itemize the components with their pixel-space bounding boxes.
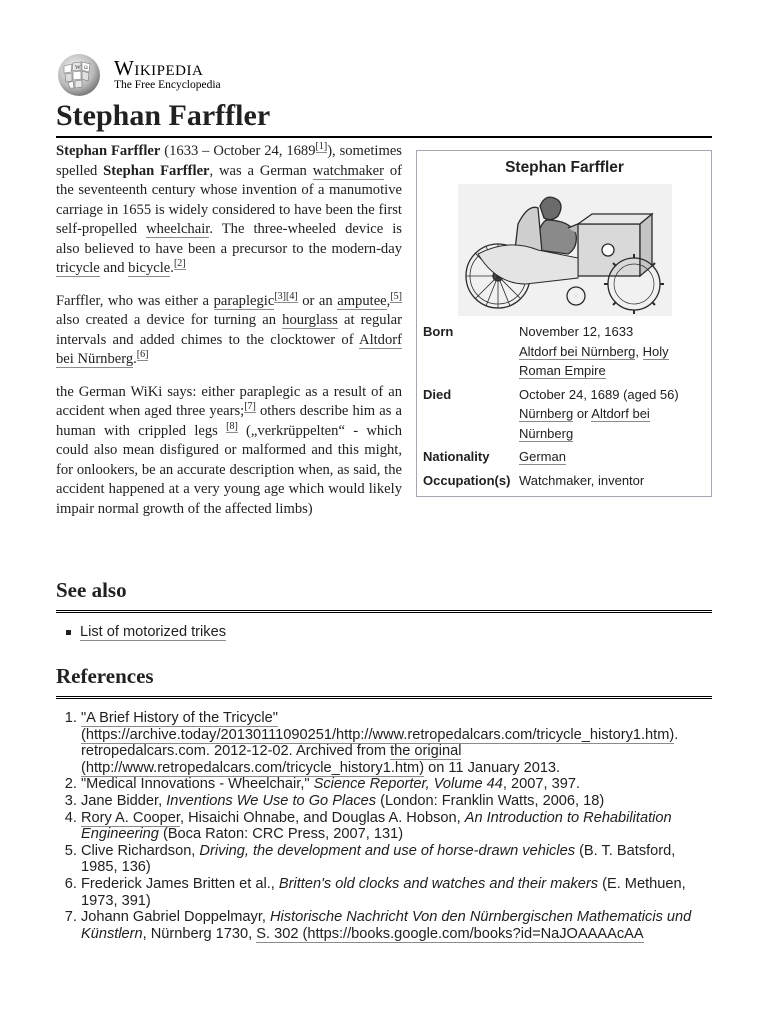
ref-link-6[interactable]: [6] [136,349,149,361]
watchmaker-link[interactable]: watchmaker [312,162,384,179]
tricycle-link[interactable]: tricycle [56,260,100,276]
subject-name-alt: Stephan Farffler [103,162,210,179]
text: , 2007, 397. [502,776,581,793]
infobox-row-died [423,385,706,444]
text: Johann Gabriel Doppelmayr, [81,909,271,926]
text: Inventions We Use to Go Places [166,792,377,809]
text: (E. Methuen, 1973, 391) [81,875,686,909]
text: , [386,292,391,309]
rory-cooper-link[interactable]: Rory A. Cooper [81,809,180,826]
reference-item [81,876,712,909]
see-also-section [56,624,712,641]
occupation-value: Watchmaker, inventor [519,472,645,488]
reference-item [81,710,712,776]
infobox-image[interactable] [458,184,672,316]
page-title: Stephan Farffler [56,96,712,138]
text: . The three-wheeled device is also believed to have been a precursor to the modern-day [56,221,402,257]
reference-item [81,810,712,843]
references-section [56,710,712,942]
born-value [519,322,706,381]
ref-link-4[interactable]: [4] [286,290,298,302]
text: Science Reporter, Volume 44 [313,776,503,793]
amputee-link[interactable]: amputee [337,292,387,309]
text: Farffler, who was either a [56,292,214,309]
text: and [99,260,129,276]
text: (B. T. Batsford, 1985, 136) [81,842,676,876]
text: . [170,260,174,276]
text: An Introduction to Rehabilitation Engineering [81,809,672,843]
text: or an [297,292,338,309]
died-label: Died [423,386,452,402]
paraplegic-link[interactable]: paraplegic [213,292,275,309]
list-item [80,624,712,641]
text: the German WiKi says: either paraplegic as a result of an accident when aged three years; [56,383,402,419]
born-label: Born [423,324,454,339]
ref1-archive-link[interactable]: "A Brief History of the Tricycle" (https://archive.today/20130111090251/http://www.retropedalcars.com/tricycle_history1.htm) [81,710,675,743]
text: Clive Richardson, [81,842,200,859]
text: . retropedalcars.com. 2012-12-02. Archived from [81,726,679,760]
died-date: October 24, 1689 (aged 56) [519,386,679,402]
text: of the seventeenth century whose invention of a manumotive carriage in 1655 is widely considered to have been the first self-propelled [56,162,402,237]
wikipedia-tagline: The Free Encyclopedia [114,79,221,91]
text: (1633 – October 24, 1689 [160,143,316,159]
text: also created a device for turning an [56,312,283,328]
text: , Nürnberg 1730, [142,925,257,942]
ref-link-1[interactable]: [1] [315,141,328,153]
ref-link-2[interactable]: [2] [173,258,186,270]
see-also-heading: See also [56,576,712,613]
text: "Medical Innovations - Wheelchair," [81,776,314,793]
motorized-trikes-link[interactable]: List of motorized trikes [80,624,226,640]
altdorf-link[interactable]: Altdorf bei Nürnberg [56,331,402,367]
infobox-row-nationality [423,447,706,467]
ref-link-7[interactable]: [7] [244,401,256,413]
infobox-row-occupation [423,471,706,491]
reference-item [81,793,712,810]
hourglass-link[interactable]: hourglass [282,312,338,328]
text: at regular intervals and added chimes to the clocktower of [56,312,402,348]
references-heading: References [56,662,712,699]
text: Jane Bidder, [81,792,167,809]
article-body [56,142,712,532]
subject-name: Stephan Farffler [56,143,161,159]
text: , was a German [209,162,313,179]
ref-link-5[interactable]: [5] [390,290,402,302]
globe-icon [56,52,102,98]
text: ), sometimes spelled [56,143,402,179]
infobox-title: Stephan Farffler [505,159,624,176]
wheelchair-link[interactable]: wheelchair [146,221,210,237]
reference-item [81,909,712,942]
text: Historische Nachricht Von den Nürnbergischen Mathematicis und Künstlern [81,909,692,942]
died-altdorf-link[interactable]: Altdorf bei Nürnberg [519,406,650,441]
born-separator: , [635,343,643,359]
born-place-link[interactable]: Altdorf bei Nürnberg [519,343,636,359]
died-value [519,385,706,444]
born-date: November 12, 1633 [519,324,634,339]
reference-item [81,776,712,793]
text: , Hisaichi Ohnabe, and Douglas A. Hobson, [179,809,465,826]
nationality-label: Nationality [423,449,490,464]
bicycle-link[interactable]: bicycle [128,260,171,276]
text: . [133,351,137,367]
text: on 11 January 2013. [424,759,561,776]
holy-roman-empire-link[interactable]: Holy Roman Empire [519,343,669,378]
text: Britten's old clocks and watches and their makers [278,875,599,892]
text: Frederick James Britten et al., [81,875,279,892]
ref1-original-link[interactable]: the original (http://www.retropedalcars.com/tricycle_history1.htm) [81,743,462,776]
text: (Boca Raton: CRC Press, 2007, 131) [158,826,404,843]
text: (London: Franklin Watts, 2006, 18) [376,792,605,809]
text: others describe him as a human with crippled legs [56,403,402,439]
died-or: or [573,406,592,421]
reference-item [81,843,712,876]
svg-text:Ω: Ω [84,66,88,71]
svg-text:W: W [75,65,81,71]
german-link[interactable]: German [519,449,566,464]
ref-link-3[interactable]: [3] [274,290,287,302]
text: Driving, the development and use of horse-drawn vehicles [199,842,576,859]
wikipedia-wordmark: Wikipedia [114,56,204,80]
text: („verkrüppelten“ - which could also mean disfigured or malformed and this might, for onlookers, be an accurate description when, as said, the accident happened at a very young age which would likely impair normal growth of the affected limbs) [56,422,402,517]
nurnberg-link[interactable]: Nürnberg [519,406,574,421]
occupation-label: Occupation(s) [423,472,511,488]
ref-link-8[interactable]: [8] [226,420,238,432]
infobox [416,150,712,497]
ref7-books-link[interactable]: S. 302 (https://books.google.com/books?id=NaJOAAAAcAA [256,925,644,942]
infobox-row-born [423,322,706,381]
